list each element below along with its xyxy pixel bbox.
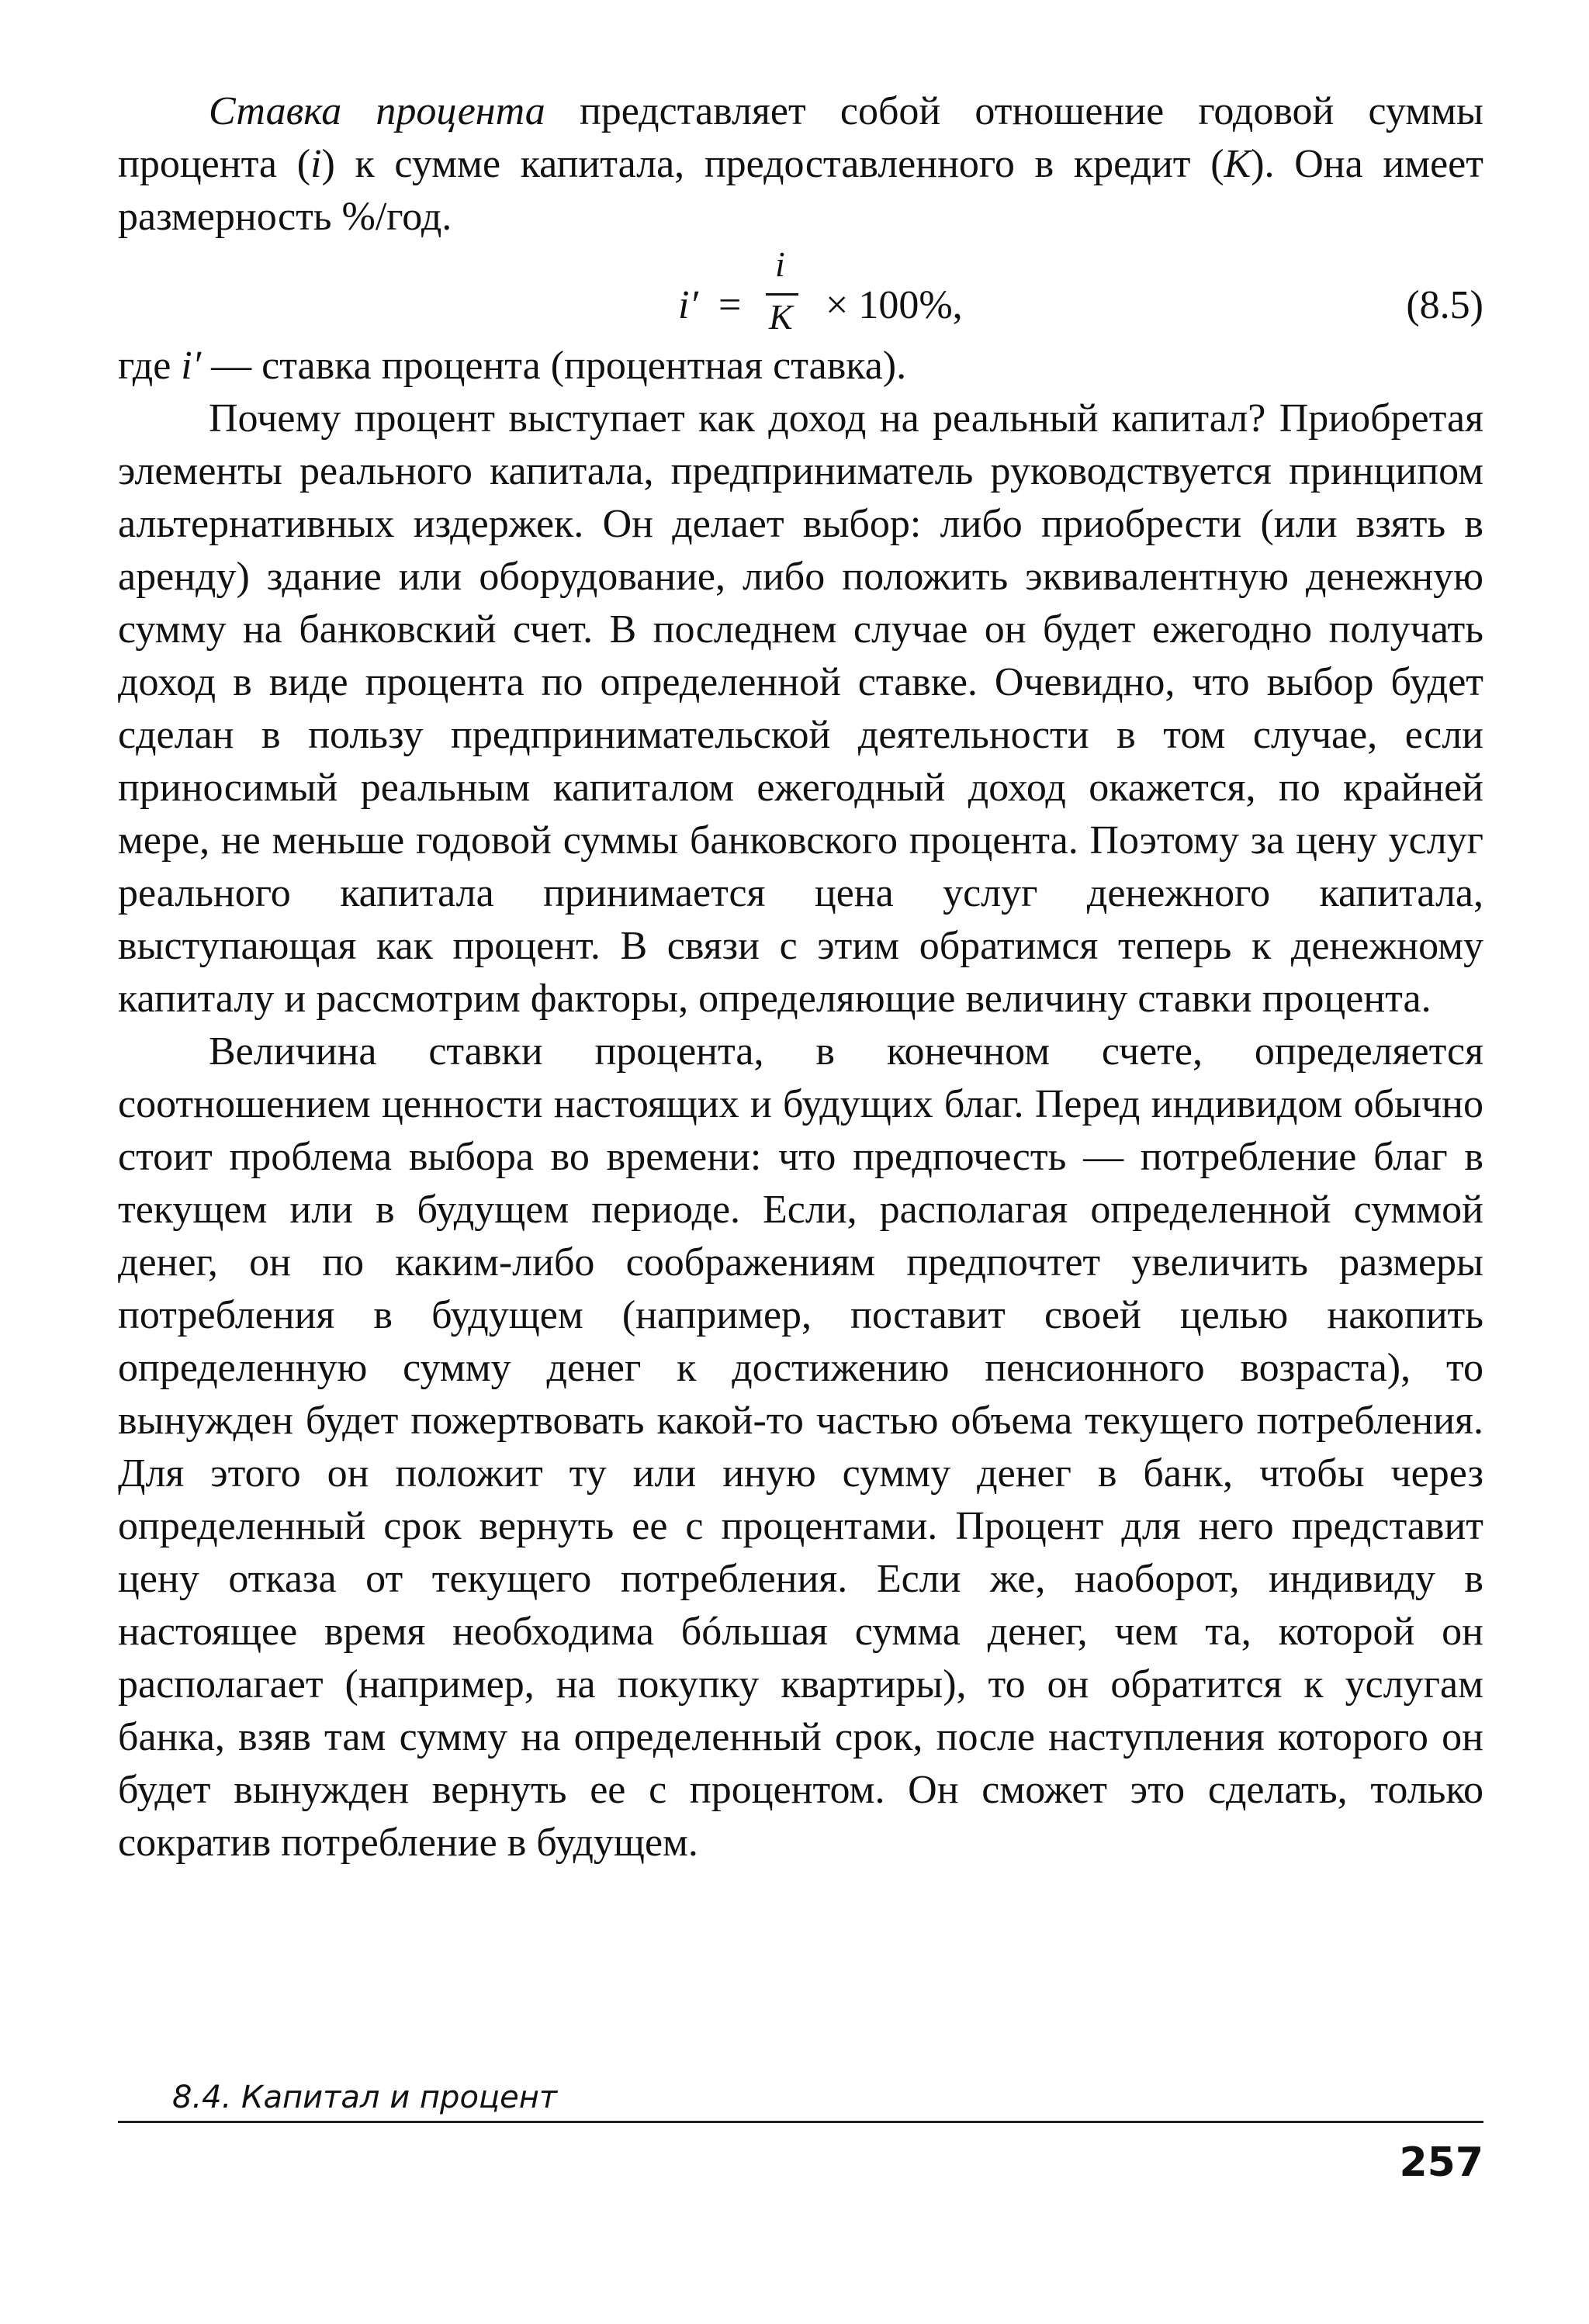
page-number: 257	[1399, 2139, 1483, 2186]
footer-rule	[118, 2121, 1483, 2123]
equation-number: (8.5)	[1406, 283, 1483, 327]
where-prefix: где	[118, 344, 182, 388]
formula-explanation	[118, 340, 1483, 393]
fraction-bar	[766, 293, 798, 296]
paragraph-real-capital: Почему процент выступает как доход на реальный капитал? Приобретая элементы реального капитала, предприниматель руководствуется принципом альтернативных издержек. Он делает выбор: либо приобрести (или взять в аренду) здание или оборудование, либо положить эквивалентную денежную сумму на банковский счет. В последнем случае он будет ежегодно получать доход в виде процента по определенной ставке. Очевидно, что выбор будет сделан в пользу предпринимательской деятельности в том случае, если приносимый реальным капиталом ежегодный доход окажется, по крайней мере, не меньше годовой суммы банковского процента. Поэтому за цену услуг реального капитала принимается цена услуг денежного капитала, выступающая как процент. В связи с этим обратимся теперь к денежному капиталу и рассмотрим факторы, определяющие величину ставки процента.	[118, 396, 1483, 1021]
paragraph-time-preference: Величина ставки процента, в конечном счете, определяется соотношением ценности настоящих и будущих благ. Перед индивидом обычно стоит проблема выбора во времени: что предпочесть — потребление благ в текущем или в будущем периоде. Если, располагая определенной суммой денег, он по каким-либо соображениям предпочтет увеличить размеры потребления в будущем (например, поставит своей целью накопить определенную сумму денег к достижению пенсионного возраста), то вынужден будет пожертвовать какой-то частью объема текущего потребления. Для этого он положит ту или иную сумму денег в банк, чтобы через определенный срок вернуть ее с процентами. Процент для него представит цену отказа от текущего потребления. Если же, наоборот, индивиду в настоящее время необходима бóльшая сумма денег, чем та, которой он располагает (например, на покупку квартиры), то он обратится к услугам банка, взяв там сумму на определенный срок, после наступления которого он будет вынужден вернуть ее с процентом. Он сможет это сделать, только сократив потребление в будущем.	[118, 1029, 1483, 1865]
paragraph-definition	[118, 85, 1483, 244]
formula-fraction	[766, 245, 800, 340]
term-interest-rate: Ставка процента	[209, 89, 545, 133]
formula-numerator: i	[775, 244, 785, 284]
formula-equals: =	[718, 283, 742, 327]
variable-i: i	[310, 142, 322, 186]
formula-lhs: i′	[678, 283, 698, 327]
paragraph-text: ) к сумме капитала, предоставленного в кредит (	[321, 142, 1224, 186]
paragraph-text: представляет собой отношение годовой суммы процента (	[118, 89, 1483, 186]
running-head: 8.4. Капитал и процент	[172, 2080, 558, 2115]
formula-rhs: × 100%,	[826, 283, 963, 327]
paragraph-text: ). Она имеет размерность %/год.	[118, 142, 1483, 239]
page-body	[118, 85, 1483, 1869]
formula-8-5	[118, 245, 1483, 340]
variable-k: K	[1224, 142, 1251, 186]
variable-i-prime: i′	[181, 344, 202, 388]
where-text: — ставка процента (процентная ставка).	[201, 344, 907, 388]
formula-denominator: K	[769, 297, 793, 337]
